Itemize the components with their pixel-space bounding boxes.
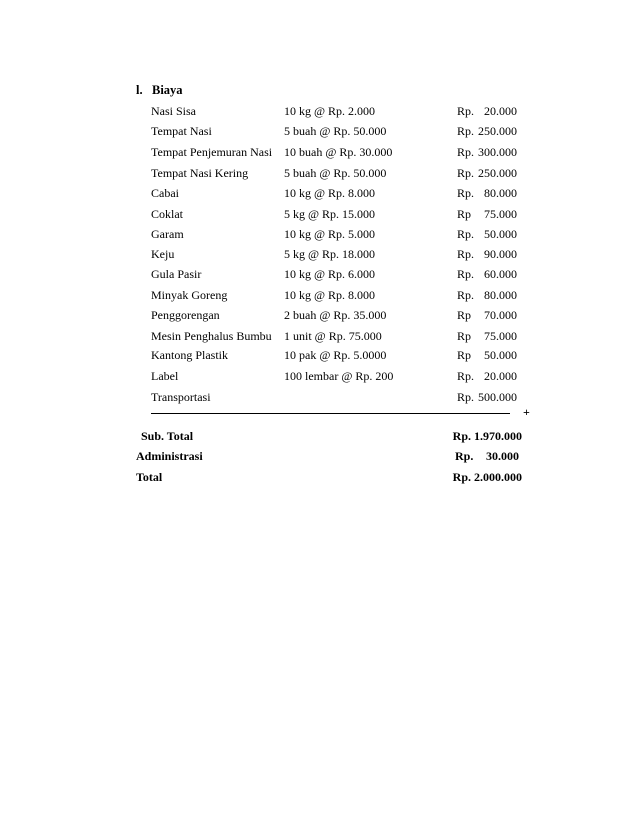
cost-item-row [0, 166, 638, 182]
item-quantity-price: 5 buah @ Rp. 50.000 [284, 124, 387, 138]
total-amount: Rp. 2.000.000 [452, 470, 522, 484]
subtotal-row [0, 429, 638, 445]
item-currency: Rp [457, 207, 472, 221]
admin-currency: Rp. [455, 449, 474, 463]
item-amount: 20.000 [484, 369, 517, 383]
item-name: Coklat [151, 207, 183, 221]
item-name: Tempat Penjemuran Nasi [151, 145, 273, 159]
item-amount: 80.000 [484, 288, 517, 302]
item-name: Minyak Goreng [151, 288, 228, 302]
section-title: Biaya [152, 83, 183, 97]
section-number: l. [136, 83, 143, 97]
item-amount: 250.000 [478, 124, 517, 138]
item-quantity-price: 5 kg @ Rp. 18.000 [284, 247, 376, 261]
item-amount: 75.000 [484, 207, 517, 221]
admin-row [0, 449, 638, 465]
item-currency: Rp. [457, 166, 475, 180]
item-name: Nasi Sisa [151, 104, 196, 118]
item-amount: 60.000 [484, 267, 517, 281]
cost-item-row [0, 145, 638, 161]
item-name: Label [151, 369, 179, 383]
cost-item-row [0, 308, 638, 324]
admin-amount: 30.000 [486, 449, 519, 463]
sum-operator: + [523, 405, 530, 419]
item-quantity-price: 1 unit @ Rp. 75.000 [284, 329, 382, 343]
cost-item-row [0, 227, 638, 243]
item-currency: Rp. [457, 145, 475, 159]
subtotal-amount: Rp. 1.970.000 [452, 429, 522, 443]
item-currency: Rp. [457, 186, 475, 200]
item-name: Kantong Plastik [151, 348, 228, 362]
item-name: Penggorengan [151, 308, 220, 322]
cost-item-row [0, 247, 638, 263]
total-row [0, 470, 638, 486]
item-amount: 50.000 [484, 348, 517, 362]
item-quantity-price: 10 kg @ Rp. 8.000 [284, 186, 376, 200]
item-currency: Rp. [457, 227, 475, 241]
item-name: Keju [151, 247, 175, 261]
item-currency: Rp. [457, 124, 475, 138]
item-currency: Rp. [457, 104, 475, 118]
cost-item-row [0, 207, 638, 223]
item-name: Gula Pasir [151, 267, 202, 281]
admin-label: Administrasi [136, 449, 203, 463]
item-currency: Rp. [457, 247, 475, 261]
subtotal-label: Sub. Total [141, 429, 194, 443]
section-heading [136, 83, 183, 98]
item-quantity-price: 2 buah @ Rp. 35.000 [284, 308, 387, 322]
item-currency: Rp. [457, 267, 475, 281]
cost-item-row [0, 369, 638, 385]
item-quantity-price: 10 kg @ Rp. 6.000 [284, 267, 376, 281]
cost-item-row [0, 267, 638, 283]
item-amount: 300.000 [478, 145, 517, 159]
item-currency: Rp. [457, 390, 475, 404]
item-currency: Rp [457, 308, 472, 322]
item-quantity-price: 10 kg @ Rp. 8.000 [284, 288, 376, 302]
item-name: Mesin Penghalus Bumbu [151, 329, 272, 343]
item-name: Cabai [151, 186, 179, 200]
cost-item-row [0, 186, 638, 202]
item-amount: 90.000 [484, 247, 517, 261]
item-amount: 70.000 [484, 308, 517, 322]
item-amount: 20.000 [484, 104, 517, 118]
item-currency: Rp [457, 329, 472, 343]
item-quantity-price: 100 lembar @ Rp. 200 [284, 369, 394, 383]
item-quantity-price: 10 kg @ Rp. 2.000 [284, 104, 376, 118]
cost-item-row [0, 329, 638, 345]
item-currency: Rp. [457, 288, 475, 302]
item-quantity-price: 5 buah @ Rp. 50.000 [284, 166, 387, 180]
total-label: Total [136, 470, 163, 484]
item-amount: 50.000 [484, 227, 517, 241]
item-amount: 80.000 [484, 186, 517, 200]
item-name: Tempat Nasi Kering [151, 166, 249, 180]
cost-item-row [0, 288, 638, 304]
sum-rule [151, 413, 510, 414]
item-quantity-price: 10 pak @ Rp. 5.0000 [284, 348, 387, 362]
cost-item-row [0, 348, 638, 364]
cost-item-row [0, 124, 638, 140]
item-quantity-price: 10 buah @ Rp. 30.000 [284, 145, 393, 159]
item-amount: 250.000 [478, 166, 517, 180]
cost-item-row [0, 390, 638, 406]
item-currency: Rp. [457, 369, 475, 383]
item-quantity-price: 10 kg @ Rp. 5.000 [284, 227, 376, 241]
item-name: Garam [151, 227, 184, 241]
item-quantity-price: 5 kg @ Rp. 15.000 [284, 207, 376, 221]
cost-item-row [0, 104, 638, 120]
item-currency: Rp [457, 348, 472, 362]
item-amount: 75.000 [484, 329, 517, 343]
item-amount: 500.000 [478, 390, 517, 404]
item-name: Tempat Nasi [151, 124, 212, 138]
item-name: Transportasi [151, 390, 211, 404]
